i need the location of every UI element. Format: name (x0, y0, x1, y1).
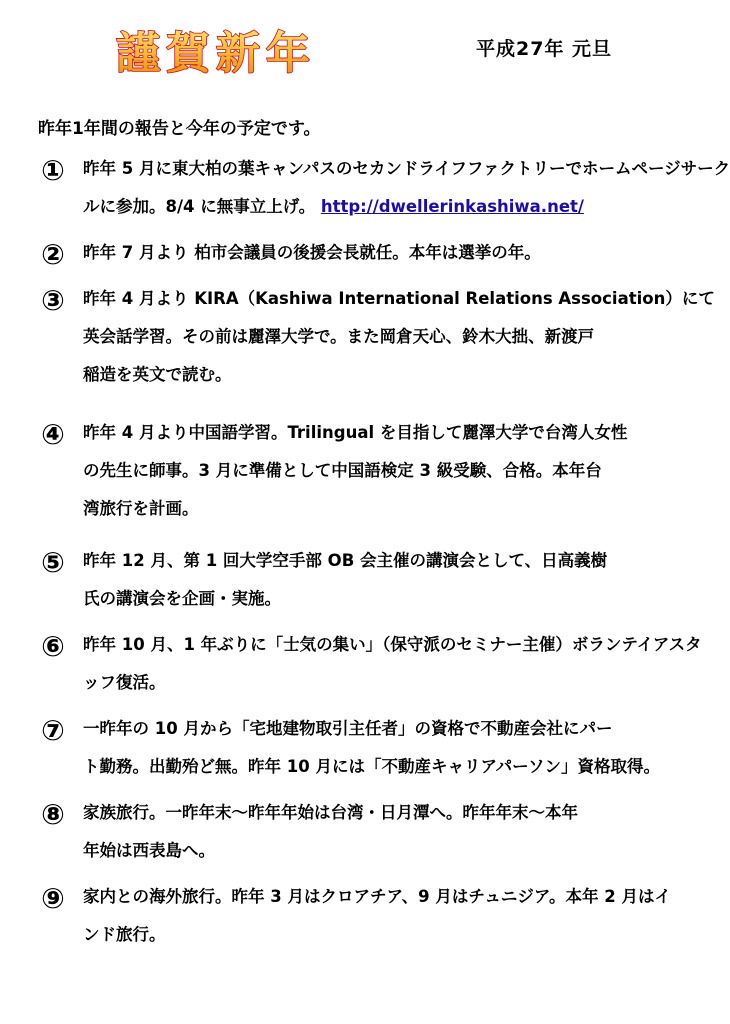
item-text (83, 710, 660, 786)
item-line: 氏の講演会を企画・実施。 (83, 589, 281, 608)
item-line: 一昨年の 10 月から「宅地建物取引主任者」の資格で不動産会社にパー (83, 719, 613, 738)
item-line: 家内との海外旅行。昨年 3 月はクロアチア、9 月はチュニジア。本年 2 月はイ (83, 887, 672, 906)
greeting-title-text: 謹賀新年 (116, 28, 316, 79)
item-text (83, 626, 702, 702)
item-line: ルに参加。8/4 に無事立上げ。 (83, 197, 316, 216)
intro-text: 昨年1年間の報告と今年の予定です。 (38, 119, 321, 139)
item-line: 昨年 4 月より中国語学習。Trilingual を目指して麗澤大学で台湾人女性 (83, 423, 628, 442)
item-line: ト勤務。出勤殆ど無。昨年 10 月には「不動産キャリアパーソン」資格取得。 (83, 757, 660, 776)
item-text (83, 878, 672, 954)
item-number: ② (41, 238, 65, 271)
item-line: 年始は西表島へ。 (83, 841, 215, 860)
greeting-title (86, 20, 346, 79)
item-text (83, 542, 651, 618)
item-line: 昨年 10 月、1 年ぶりに「士気の集い」（保守派のセミナー主催）ボランテイアスタ (83, 635, 702, 654)
item-line: の先生に師事。3 月に準備として中国語検定 3 級受験、合格。本年台 (83, 461, 602, 480)
item-text (83, 234, 651, 272)
website-link[interactable]: http://dwellerinkashiwa.net/ (320, 197, 584, 216)
item-number: ⑦ (41, 714, 65, 747)
item-line: 昨年 5 月に東大柏の葉キャンパスのセカンドライフファクトリーでホームページサーク (83, 159, 730, 178)
item-line: ッフ復活。 (83, 673, 166, 692)
item-number: ③ (41, 284, 65, 317)
item-number: ⑥ (41, 630, 65, 663)
item-text (83, 794, 651, 870)
item-text (83, 280, 715, 394)
item-number: ④ (41, 418, 65, 451)
item-number: ⑤ (41, 546, 65, 579)
greeting-title-art (86, 20, 346, 79)
item-line: 稲造を英文で読む。 (83, 365, 232, 384)
item-line: 昨年 4 月より KIRA（Kashiwa International Relations Association）にて (83, 289, 715, 308)
item-line: ンド旅行。 (83, 925, 166, 944)
item-line: 昨年 7 月より 柏市会議員の後援会長就任。本年は選挙の年。 (83, 243, 541, 262)
date-line: 平成27年 元旦 (476, 38, 613, 60)
item-number: ⑧ (41, 798, 65, 831)
item-text (83, 150, 730, 226)
item-line: 湾旅行を計画。 (83, 499, 199, 518)
item-line: 家族旅行。一昨年末～昨年年始は台湾・日月潭へ。昨年年末～本年 (83, 803, 578, 822)
item-number: ① (41, 154, 65, 187)
item-text (83, 414, 651, 528)
item-line: 英会話学習。その前は麗澤大学で。また岡倉天心、鈴木大拙、新渡戸 (83, 327, 595, 346)
item-number: ⑨ (41, 882, 65, 915)
item-line: 昨年 12 月、第 1 回大学空手部 OB 会主催の講演会として、日高義樹 (83, 551, 608, 570)
